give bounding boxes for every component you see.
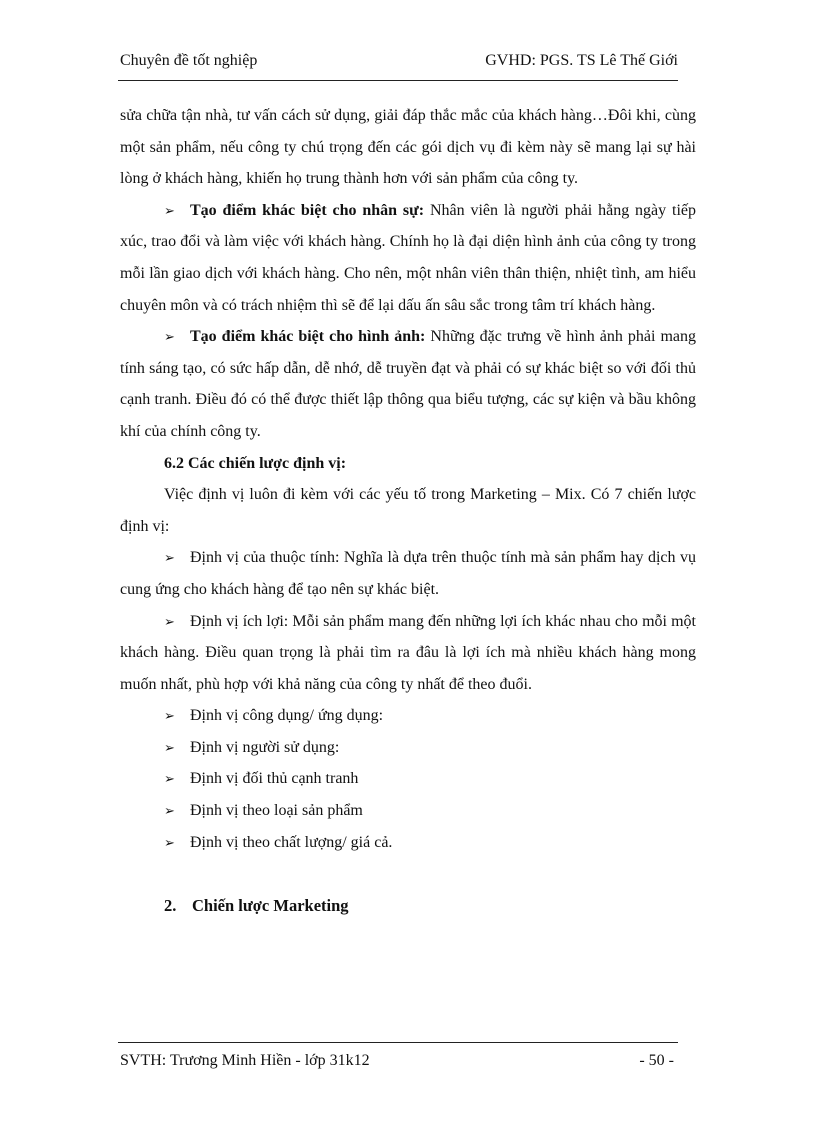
arrow-bullet-icon: ➢ xyxy=(164,834,175,850)
chapter-heading-number: 2. xyxy=(164,895,177,915)
page-number: - 50 - xyxy=(639,1052,674,1069)
bullet-bold-lead: Tạo điểm khác biệt cho nhân sự: xyxy=(190,201,425,219)
bullet-item xyxy=(120,827,696,859)
bullet-item xyxy=(120,195,696,321)
bullet-item xyxy=(120,732,696,764)
header-right: GVHD: PGS. TS Lê Thế Giới xyxy=(485,52,678,69)
bullet-text: Định vị công dụng/ ứng dụng: xyxy=(190,707,384,725)
paragraph: Việc định vị luôn đi kèm với các yếu tố trong Marketing – Mix. Có 7 chiến lược định vị: xyxy=(120,486,696,535)
bullet-text: Định vị theo chất lượng/ giá cả. xyxy=(190,833,393,851)
arrow-bullet-icon: ➢ xyxy=(164,202,175,218)
arrow-bullet-icon: ➢ xyxy=(164,550,175,566)
header-divider xyxy=(118,80,678,81)
bullet-text: Định vị của thuộc tính: Nghĩa là dựa trên thuộc tính mà sản phẩm hay dịch vụ cung ứng cho khách hàng để tạo nên sự khác biệt. xyxy=(120,549,696,598)
bullet-text: Định vị theo loại sản phẩm xyxy=(190,802,363,820)
bullet-item xyxy=(120,542,696,605)
footer-left: SVTH: Trương Minh Hiền - lớp 31k12 xyxy=(120,1052,370,1069)
bullet-item xyxy=(120,321,696,447)
arrow-bullet-icon: ➢ xyxy=(164,708,175,724)
chapter-heading-text: Chiến lược Marketing xyxy=(192,895,349,915)
arrow-bullet-icon: ➢ xyxy=(164,803,175,819)
bullet-item xyxy=(120,763,696,795)
bullet-item xyxy=(120,606,696,701)
bullet-text: Định vị đối thủ cạnh tranh xyxy=(190,770,359,788)
section-heading: 6.2 Các chiến lược định vị: xyxy=(164,454,347,472)
bullet-item xyxy=(120,795,696,827)
page-footer xyxy=(120,1052,674,1070)
bullet-text: Định vị ích lợi: Mỗi sản phẩm mang đến những lợi ích khác nhau cho mỗi một khách hàng. Điều quan trọng là phải tìm ra đâu là lợi ích mà nhiều khách hàng mong muốn nhất, phù hợp với khả năng của công ty nhất để theo đuổi. xyxy=(120,612,696,693)
body-text xyxy=(120,100,696,921)
bullet-bold-lead: Tạo điểm khác biệt cho hình ảnh: xyxy=(190,328,426,346)
arrow-bullet-icon: ➢ xyxy=(164,739,175,755)
arrow-bullet-icon: ➢ xyxy=(164,613,175,629)
header-left: Chuyên đề tốt nghiệp xyxy=(120,52,258,69)
arrow-bullet-icon: ➢ xyxy=(164,329,175,345)
spacer xyxy=(120,858,696,890)
bullet-item xyxy=(120,700,696,732)
chapter-heading xyxy=(120,890,696,922)
page-header xyxy=(120,52,678,70)
bullet-text: Nhân viên là người phải hằng ngày tiếp xúc, trao đổi và làm việc với khách hàng. Chính họ là đại diện hình ảnh của công ty trong mỗi lần giao dịch với khách hàng. Cho nên, một nhân viên thân thiện, nhiệt tình, am hiểu chuyên môn và có trách nhiệm thì sẽ để lại dấu ấn sâu sắc trong tâm trí khách hàng. xyxy=(120,201,696,314)
footer-divider xyxy=(118,1042,678,1043)
bullet-text: Những đặc trưng về hình ảnh phải mang tính sáng tạo, có sức hấp dẫn, dễ nhớ, dễ truyền đạt và phải có sự khác biệt so với đối thủ cạnh tranh. Điều đó có thể được thiết lập thông qua biểu tượng, các sự kiện và bầu không khí của chính công ty. xyxy=(120,328,696,440)
arrow-bullet-icon: ➢ xyxy=(164,771,175,787)
paragraph: sửa chữa tận nhà, tư vấn cách sử dụng, giải đáp thắc mắc của khách hàng…Đôi khi, cùng một sản phẩm, nếu công ty chú trọng đến các gói dịch vụ đi kèm này sẽ mang lại sự hài lòng ở khách hàng, khiến họ trung thành hơn với sản phẩm của công ty. xyxy=(120,107,696,188)
bullet-text: Định vị người sử dụng: xyxy=(190,738,340,756)
